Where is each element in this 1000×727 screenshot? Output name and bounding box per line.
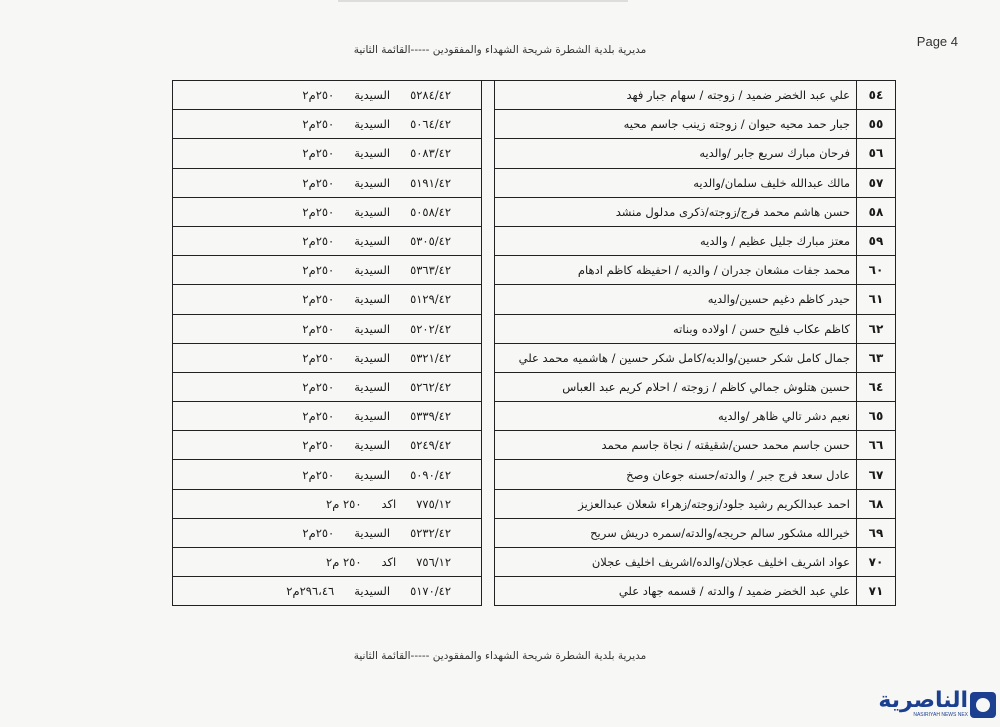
column-gap [482, 577, 495, 606]
plot-size: ٢٥٠ م٢ [326, 555, 362, 570]
column-gap [482, 139, 495, 168]
area-name: السيدية [354, 321, 391, 336]
beneficiary-name: علي عبد الخضر ضميد / زوجته / سهام جبار فهد [495, 81, 857, 110]
plot-number: ٥٠٨٣/٤٢ [410, 146, 451, 161]
plot-number: ٥٣٢١/٤٢ [410, 350, 451, 365]
table-row [173, 314, 896, 343]
column-gap [482, 226, 495, 255]
plot-number: ٥٠٩٠/٤٢ [410, 467, 451, 482]
plot-size: ٢٥٠م٢ [302, 525, 335, 540]
column-gap [482, 81, 495, 110]
plot-number: ٥٣٦٣/٤٢ [410, 263, 451, 278]
plot-size: ٢٥٠م٢ [302, 88, 335, 103]
property-cell [173, 139, 482, 168]
beneficiary-name: حيدر كاظم دغيم حسين/والديه [495, 285, 857, 314]
page-number: Page 4 [916, 34, 958, 49]
area-name: السيدية [354, 379, 391, 394]
plot-size: ٢٥٠م٢ [302, 234, 335, 249]
column-gap [482, 285, 495, 314]
plot-number: ٥٢٦٢/٤٢ [410, 379, 451, 394]
beneficiary-name: احمد عبدالكريم رشيد جلود/زوجته/زهراء شعلان عبدالعزيز [495, 489, 857, 518]
plot-number: ٧٥٦/١٢ [416, 555, 451, 570]
plot-size: ٢٥٠م٢ [302, 409, 335, 424]
row-number: ٦٨ [857, 489, 896, 518]
table-row [173, 81, 896, 110]
column-gap [482, 489, 495, 518]
plot-number: ٥٢٣٢/٤٢ [410, 525, 451, 540]
beneficiary-name: حسن جاسم محمد حسن/شقيقته / نجاة جاسم محمد [495, 431, 857, 460]
table-row [173, 343, 896, 372]
row-number: ٦٣ [857, 343, 896, 372]
table-row [173, 489, 896, 518]
area-name: السيدية [354, 175, 391, 190]
scan-edge-mark [338, 0, 628, 2]
property-cell [173, 256, 482, 285]
property-cell [173, 81, 482, 110]
beneficiary-name: كاظم عكاب فليح حسن / اولاده وبناته [495, 314, 857, 343]
beneficiary-name: محمد جفات مشعان جدران / والديه / احفيظه كاظم ادهام [495, 256, 857, 285]
plot-number: ٥٢٨٤/٤٢ [410, 88, 451, 103]
beneficiary-name: علي عبد الخضر ضميد / والدته / قسمه جهاد علي [495, 577, 857, 606]
row-number: ٦٩ [857, 518, 896, 547]
column-gap [482, 548, 495, 577]
beneficiary-name: حسين هتلوش جمالي كاظم / زوجته / احلام كريم عبد العباس [495, 372, 857, 401]
plot-size: ٢٥٠م٢ [302, 379, 335, 394]
area-name: السيدية [354, 88, 391, 103]
table-row [173, 518, 896, 547]
beneficiary-name: مالك عبدالله خليف سلمان/والديه [495, 168, 857, 197]
column-gap [482, 110, 495, 139]
plot-size: ٢٥٠م٢ [302, 117, 335, 132]
plot-size: ٢٥٠م٢ [302, 467, 335, 482]
row-number: ٥٦ [857, 139, 896, 168]
table-row [173, 139, 896, 168]
property-cell [173, 197, 482, 226]
row-number: ٦٠ [857, 256, 896, 285]
area-name: السيدية [354, 409, 391, 424]
page-header: مديرية بلدية الشطرة شريحة الشهداء والمفقودين -----القائمة الثانية [353, 44, 647, 56]
row-number: ٥٩ [857, 226, 896, 255]
beneficiary-name: فرحان مبارك سريع جابر /والديه [495, 139, 857, 168]
table-row [173, 285, 896, 314]
property-cell [173, 577, 482, 606]
plot-number: ٥٠٥٨/٤٢ [410, 204, 451, 219]
area-name: السيدية [354, 204, 391, 219]
table-row [173, 460, 896, 489]
page-footer: مديرية بلدية الشطرة شريحة الشهداء والمفقودين -----القائمة الثانية [353, 650, 647, 662]
plot-size: ٢٥٠م٢ [302, 175, 335, 190]
beneficiary-name: جمال كامل شكر حسين/والديه/كامل شكر حسين / هاشميه محمد علي [495, 343, 857, 372]
table-row [173, 110, 896, 139]
area-name: السيدية [354, 438, 391, 453]
area-name: السيدية [354, 117, 391, 132]
logo-text: الناصرية [878, 688, 968, 713]
plot-size: ٢٥٠م٢ [302, 204, 335, 219]
column-gap [482, 431, 495, 460]
area-name: السيدية [354, 234, 391, 249]
plot-number: ٧٧٥/١٢ [416, 496, 451, 511]
column-gap [482, 314, 495, 343]
property-cell [173, 314, 482, 343]
area-name: السيدية [354, 292, 391, 307]
column-gap [482, 168, 495, 197]
plot-size: ٢٩٦،٤٦م٢ [286, 584, 335, 599]
plot-number: ٥١٢٩/٤٢ [410, 292, 451, 307]
table-row [173, 402, 896, 431]
row-number: ٦٤ [857, 372, 896, 401]
row-number: ٥٥ [857, 110, 896, 139]
column-gap [482, 518, 495, 547]
beneficiary-name: عادل سعد فرج جبر / والدته/حسنه جوعان وصخ [495, 460, 857, 489]
property-cell [173, 343, 482, 372]
property-cell [173, 431, 482, 460]
column-gap [482, 402, 495, 431]
plot-number: ٥٢٤٩/٤٢ [410, 438, 451, 453]
plot-number: ٥٢٠٢/٤٢ [410, 321, 451, 336]
row-number: ٦٧ [857, 460, 896, 489]
plot-size: ٢٥٠م٢ [302, 263, 335, 278]
row-number: ٦١ [857, 285, 896, 314]
plot-number: ٥٣٠٥/٤٢ [410, 234, 451, 249]
nasiriyah-logo [870, 688, 998, 724]
area-name: السيدية [354, 350, 391, 365]
property-cell [173, 489, 482, 518]
table-row [173, 168, 896, 197]
plot-number: ٥٠٦٤/٤٢ [410, 117, 451, 132]
area-name: السيدية [354, 584, 391, 599]
column-gap [482, 197, 495, 226]
table-row [173, 226, 896, 255]
table-row [173, 197, 896, 226]
row-number: ٦٦ [857, 431, 896, 460]
area-name: اكد [381, 555, 397, 570]
table-row [173, 256, 896, 285]
plot-number: ٥١٩١/٤٢ [410, 175, 451, 190]
property-cell [173, 285, 482, 314]
plot-number: ٥١٧٠/٤٢ [410, 584, 451, 599]
area-name: السيدية [354, 263, 391, 278]
row-number: ٦٢ [857, 314, 896, 343]
beneficiary-name: جبار حمد محيه حيوان / زوجته زينب جاسم محيه [495, 110, 857, 139]
property-cell [173, 372, 482, 401]
property-cell [173, 518, 482, 547]
plot-size: ٢٥٠م٢ [302, 438, 335, 453]
plot-size: ٢٥٠م٢ [302, 292, 335, 307]
property-cell [173, 110, 482, 139]
row-number: ٥٤ [857, 81, 896, 110]
row-number: ٥٧ [857, 168, 896, 197]
area-name: السيدية [354, 467, 391, 482]
row-number: ٧٠ [857, 548, 896, 577]
property-cell [173, 168, 482, 197]
plot-number: ٥٣٣٩/٤٢ [410, 409, 451, 424]
logo-subtext: NASIRIYAH NEWS NEX [913, 712, 968, 718]
table-row [173, 548, 896, 577]
area-name: اكد [381, 496, 397, 511]
row-number: ٦٥ [857, 402, 896, 431]
area-name: السيدية [354, 525, 391, 540]
beneficiary-name: خيرالله مشكور سالم حريجه/والدته/سمره دريش سريح [495, 518, 857, 547]
property-cell [173, 460, 482, 489]
area-name: السيدية [354, 146, 391, 161]
table-row [173, 577, 896, 606]
plot-size: ٢٥٠م٢ [302, 350, 335, 365]
plot-size: ٢٥٠ م٢ [326, 496, 362, 511]
beneficiary-name: نعيم دشر تالي ظاهر /والديه [495, 402, 857, 431]
property-cell [173, 226, 482, 255]
row-number: ٥٨ [857, 197, 896, 226]
beneficiary-name: معتز مبارك جليل عظيم / والديه [495, 226, 857, 255]
beneficiary-name: حسن هاشم محمد فرج/زوجته/ذكرى مدلول منشد [495, 197, 857, 226]
column-gap [482, 372, 495, 401]
column-gap [482, 256, 495, 285]
column-gap [482, 343, 495, 372]
column-gap [482, 460, 495, 489]
logo-mark-icon [970, 692, 996, 718]
property-cell [173, 402, 482, 431]
row-number: ٧١ [857, 577, 896, 606]
table-row [173, 431, 896, 460]
property-cell [173, 548, 482, 577]
table-row [173, 372, 896, 401]
beneficiary-name: عواد اشريف اخليف عجلان/والده/اشريف اخليف عجلان [495, 548, 857, 577]
beneficiaries-table [172, 80, 885, 606]
plot-size: ٢٥٠م٢ [302, 321, 335, 336]
plot-size: ٢٥٠م٢ [302, 146, 335, 161]
